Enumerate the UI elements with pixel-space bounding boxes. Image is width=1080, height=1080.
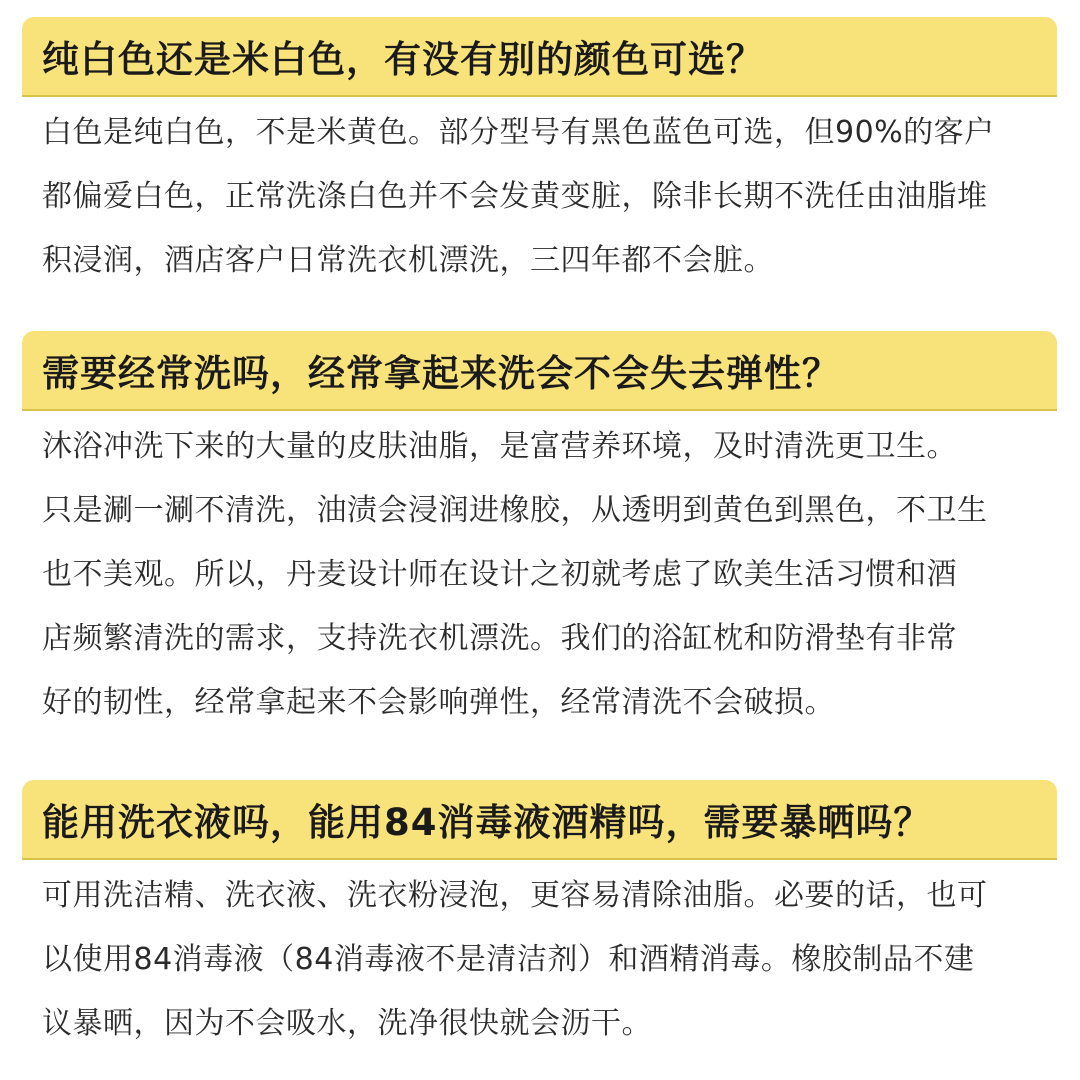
answer-line: 议暴晒，因为不会吸水，洗净很快就会沥干。 bbox=[42, 1006, 652, 1041]
answer-line: 也不美观。所以，丹麦设计师在设计之初就考虑了欧美生活习惯和酒 bbox=[42, 557, 957, 592]
faq-section-washing bbox=[0, 331, 1080, 735]
answer-line: 好的韧性，经常拿起来不会影响弹性，经常清洗不会破损。 bbox=[42, 685, 835, 720]
answer-line: 积浸润，酒店客户日常洗衣机漂洗，三四年都不会脏。 bbox=[42, 243, 774, 278]
question-heading: 能用洗衣液吗，能用84消毒液酒精吗，需要暴晒吗？ bbox=[42, 801, 932, 844]
question-heading: 需要经常洗吗，经常拿起来洗会不会失去弹性？ bbox=[42, 352, 840, 395]
faq-section-color bbox=[0, 17, 1080, 293]
answer-line: 白色是纯白色，不是米黄色。部分型号有黑色蓝色可选，但90%的客户 bbox=[42, 115, 995, 150]
answer-line: 沐浴冲洗下来的大量的皮肤油脂，是富营养环境，及时清洗更卫生。 bbox=[42, 429, 957, 464]
answer-body bbox=[0, 415, 1080, 735]
answer-body bbox=[0, 101, 1080, 293]
question-banner bbox=[22, 17, 1057, 97]
answer-line: 只是涮一涮不清洗，油渍会浸润进橡胶，从透明到黄色到黑色，不卫生 bbox=[42, 493, 988, 528]
answer-line: 可用洗洁精、洗衣液、洗衣粉浸泡，更容易清除油脂。必要的话，也可 bbox=[42, 878, 988, 913]
question-banner bbox=[22, 331, 1057, 411]
faq-section-detergent bbox=[0, 780, 1080, 1056]
answer-line: 以使用84消毒液（84消毒液不是清洁剂）和酒精消毒。橡胶制品不建 bbox=[42, 942, 975, 977]
answer-body bbox=[0, 864, 1080, 1056]
answer-line: 店频繁清洗的需求，支持洗衣机漂洗。我们的浴缸枕和防滑垫有非常 bbox=[42, 621, 957, 656]
question-banner bbox=[22, 780, 1057, 860]
answer-line: 都偏爱白色，正常洗涤白色并不会发黄变脏，除非长期不洗任由油脂堆 bbox=[42, 179, 988, 214]
question-heading: 纯白色还是米白色，有没有别的颜色可选？ bbox=[42, 38, 764, 81]
